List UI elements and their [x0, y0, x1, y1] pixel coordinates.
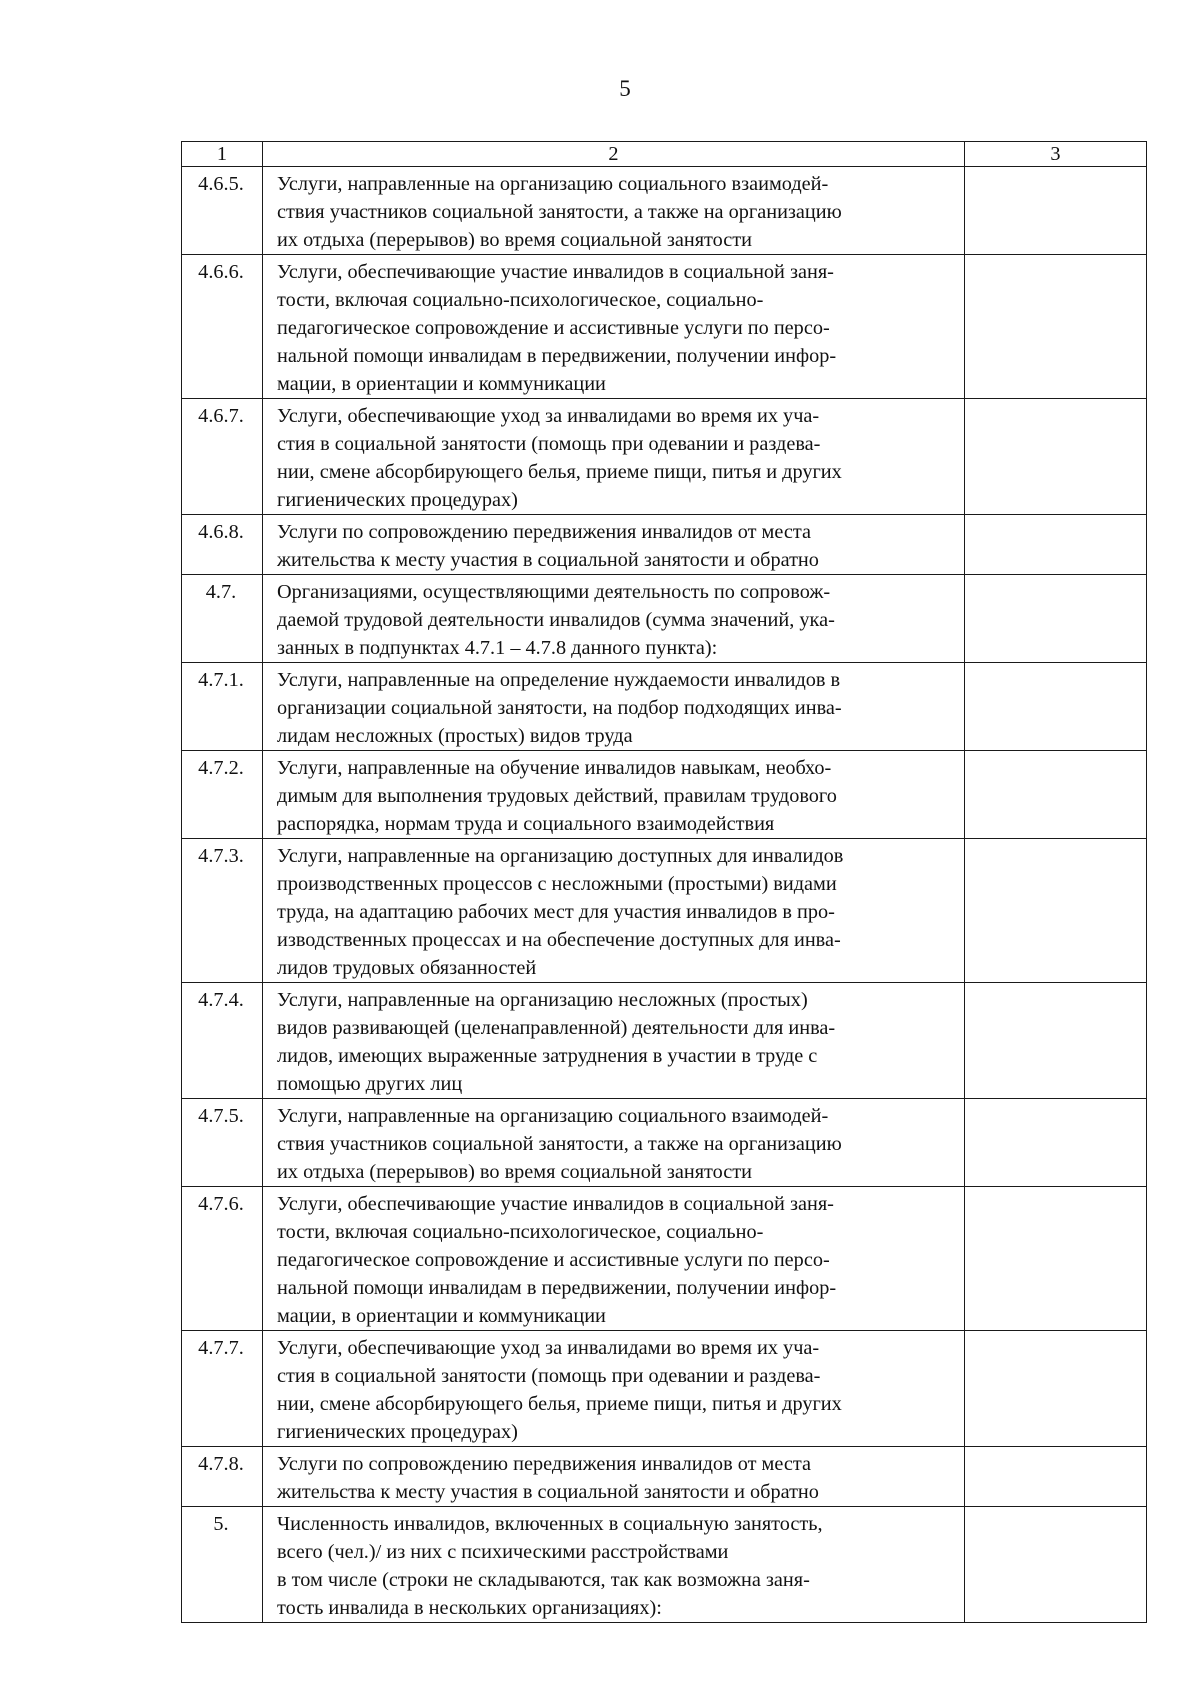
description-line: Услуги, обеспечивающие уход за инвалидами во время их уча- — [277, 405, 820, 427]
description-line: видов развивающей (целенаправленной) деятельности для инва- — [277, 1017, 836, 1039]
table-row — [182, 983, 1147, 1099]
column-header-3: 3 — [965, 142, 1147, 167]
description-line: изводственных процессах и на обеспечение доступных для инва- — [277, 929, 841, 951]
row-description-cell — [263, 751, 965, 839]
row-value-cell — [965, 751, 1147, 839]
table-header-row — [182, 142, 1147, 167]
row-number-cell: 4.6.6. — [182, 255, 263, 399]
row-number-cell: 4.7. — [182, 575, 263, 663]
row-description-cell — [263, 399, 965, 515]
description-line: тости, включая социально-психологическое, социально- — [277, 289, 764, 311]
description-line: Услуги, обеспечивающие участие инвалидов в социальной заня- — [277, 1193, 834, 1215]
table-row — [182, 1507, 1147, 1623]
table-row — [182, 1099, 1147, 1187]
row-number-cell: 4.7.5. — [182, 1099, 263, 1187]
description-line: Услуги, направленные на определение нуждаемости инвалидов в — [277, 669, 841, 691]
row-description-cell — [263, 1099, 965, 1187]
description-line: Услуги по сопровождению передвижения инвалидов от места — [277, 521, 811, 543]
row-number-cell: 5. — [182, 1507, 263, 1623]
description-line: гигиенических процедурах) — [277, 489, 518, 511]
description-line: труда, на адаптацию рабочих мест для участия инвалидов в про- — [277, 901, 835, 923]
row-number-cell: 4.7.6. — [182, 1187, 263, 1331]
description-line: стия в социальной занятости (помощь при одевании и раздева- — [277, 433, 821, 455]
row-description-cell — [263, 983, 965, 1099]
column-header-1: 1 — [182, 142, 263, 167]
row-description-cell — [263, 1507, 965, 1623]
description-line: ствия участников социальной занятости, а также на организацию — [277, 201, 842, 223]
description-line: димым для выполнения трудовых действий, правилам трудового — [277, 785, 837, 807]
description-line: лидов, имеющих выраженные затруднения в участии в труде с — [277, 1045, 818, 1067]
row-number-cell: 4.7.2. — [182, 751, 263, 839]
row-description-cell — [263, 167, 965, 255]
row-description-cell — [263, 663, 965, 751]
table-body — [182, 167, 1147, 1623]
row-value-cell — [965, 663, 1147, 751]
row-value-cell — [965, 167, 1147, 255]
description-line: Услуги, обеспечивающие участие инвалидов в социальной заня- — [277, 261, 834, 283]
description-line: Услуги, направленные на организацию социального взаимодей- — [277, 1105, 829, 1127]
description-line: нальной помощи инвалидам в передвижении, получении инфор- — [277, 1277, 837, 1299]
table-row — [182, 167, 1147, 255]
row-value-cell — [965, 399, 1147, 515]
row-number-cell: 4.6.5. — [182, 167, 263, 255]
description-line: лидам несложных (простых) видов труда — [277, 725, 633, 747]
row-value-cell — [965, 515, 1147, 575]
description-line: педагогическое сопровождение и ассистивные услуги по персо- — [277, 1249, 830, 1271]
row-number-cell: 4.6.7. — [182, 399, 263, 515]
table-row — [182, 575, 1147, 663]
description-line: лидов трудовых обязанностей — [277, 957, 537, 979]
table-row — [182, 839, 1147, 983]
row-number-cell: 4.7.4. — [182, 983, 263, 1099]
row-value-cell — [965, 1187, 1147, 1331]
table-row — [182, 1331, 1147, 1447]
description-line: Услуги по сопровождению передвижения инвалидов от места — [277, 1453, 811, 1475]
row-value-cell — [965, 839, 1147, 983]
table-row — [182, 663, 1147, 751]
page-number: 5 — [619, 76, 631, 101]
description-line: педагогическое сопровождение и ассистивные услуги по персо- — [277, 317, 830, 339]
description-line: тости, включая социально-психологическое, социально- — [277, 1221, 764, 1243]
row-number-cell: 4.6.8. — [182, 515, 263, 575]
row-value-cell — [965, 255, 1147, 399]
row-value-cell — [965, 575, 1147, 663]
table-row — [182, 515, 1147, 575]
row-description-cell — [263, 1187, 965, 1331]
row-value-cell — [965, 1507, 1147, 1623]
description-line: мации, в ориентации и коммуникации — [277, 373, 606, 395]
description-line: их отдыха (перерывов) во время социальной занятости — [277, 229, 752, 251]
description-line: нальной помощи инвалидам в передвижении, получении инфор- — [277, 345, 837, 367]
description-line: Услуги, направленные на организацию несложных (простых) — [277, 989, 808, 1011]
row-value-cell — [965, 1099, 1147, 1187]
description-line: Численность инвалидов, включенных в социальную занятость, — [277, 1513, 823, 1535]
row-value-cell — [965, 1447, 1147, 1507]
row-value-cell — [965, 1331, 1147, 1447]
description-line: занных в подпунктах 4.7.1 – 4.7.8 данного пункта): — [277, 637, 718, 659]
row-description-cell — [263, 1447, 965, 1507]
description-line: ствия участников социальной занятости, а также на организацию — [277, 1133, 842, 1155]
row-number-cell: 4.7.8. — [182, 1447, 263, 1507]
column-header-2: 2 — [263, 142, 965, 167]
description-line: жительства к месту участия в социальной занятости и обратно — [277, 549, 819, 571]
table-row — [182, 1187, 1147, 1331]
description-line: распорядка, нормам труда и социального взаимодействия — [277, 813, 775, 835]
description-line: жительства к месту участия в социальной занятости и обратно — [277, 1481, 819, 1503]
description-line: Организациями, осуществляющими деятельность по сопровож- — [277, 581, 831, 603]
description-line: Услуги, направленные на обучение инвалидов навыкам, необхо- — [277, 757, 832, 779]
row-number-cell: 4.7.7. — [182, 1331, 263, 1447]
row-number-cell: 4.7.1. — [182, 663, 263, 751]
description-line: производственных процессов с несложными (простыми) видами — [277, 873, 837, 895]
table-row — [182, 399, 1147, 515]
description-line: всего (чел.)/ из них с психическими расстройствами — [277, 1541, 729, 1563]
table-row — [182, 751, 1147, 839]
description-line: Услуги, обеспечивающие уход за инвалидами во время их уча- — [277, 1337, 820, 1359]
description-line: их отдыха (перерывов) во время социальной занятости — [277, 1161, 752, 1183]
row-value-cell — [965, 983, 1147, 1099]
description-line: гигиенических процедурах) — [277, 1421, 518, 1443]
description-line: в том числе (строки не складываются, так как возможна заня- — [277, 1569, 810, 1591]
table-row — [182, 1447, 1147, 1507]
description-line: Услуги, направленные на организацию социального взаимодей- — [277, 173, 829, 195]
description-line: нии, смене абсорбирующего белья, приеме пищи, питья и других — [277, 1393, 842, 1415]
description-line: помощью других лиц — [277, 1073, 463, 1095]
description-line: нии, смене абсорбирующего белья, приеме пищи, питья и других — [277, 461, 842, 483]
services-table — [181, 141, 1147, 1623]
row-description-cell — [263, 255, 965, 399]
row-description-cell — [263, 839, 965, 983]
table-row — [182, 255, 1147, 399]
description-line: стия в социальной занятости (помощь при одевании и раздева- — [277, 1365, 821, 1387]
description-line: Услуги, направленные на организацию доступных для инвалидов — [277, 845, 844, 867]
row-description-cell — [263, 1331, 965, 1447]
description-line: даемой трудовой деятельности инвалидов (сумма значений, ука- — [277, 609, 835, 631]
row-number-cell: 4.7.3. — [182, 839, 263, 983]
row-description-cell — [263, 515, 965, 575]
description-line: организации социальной занятости, на подбор подходящих инва- — [277, 697, 842, 719]
description-line: мации, в ориентации и коммуникации — [277, 1305, 606, 1327]
row-description-cell — [263, 575, 965, 663]
description-line: тость инвалида в нескольких организациях): — [277, 1597, 662, 1619]
